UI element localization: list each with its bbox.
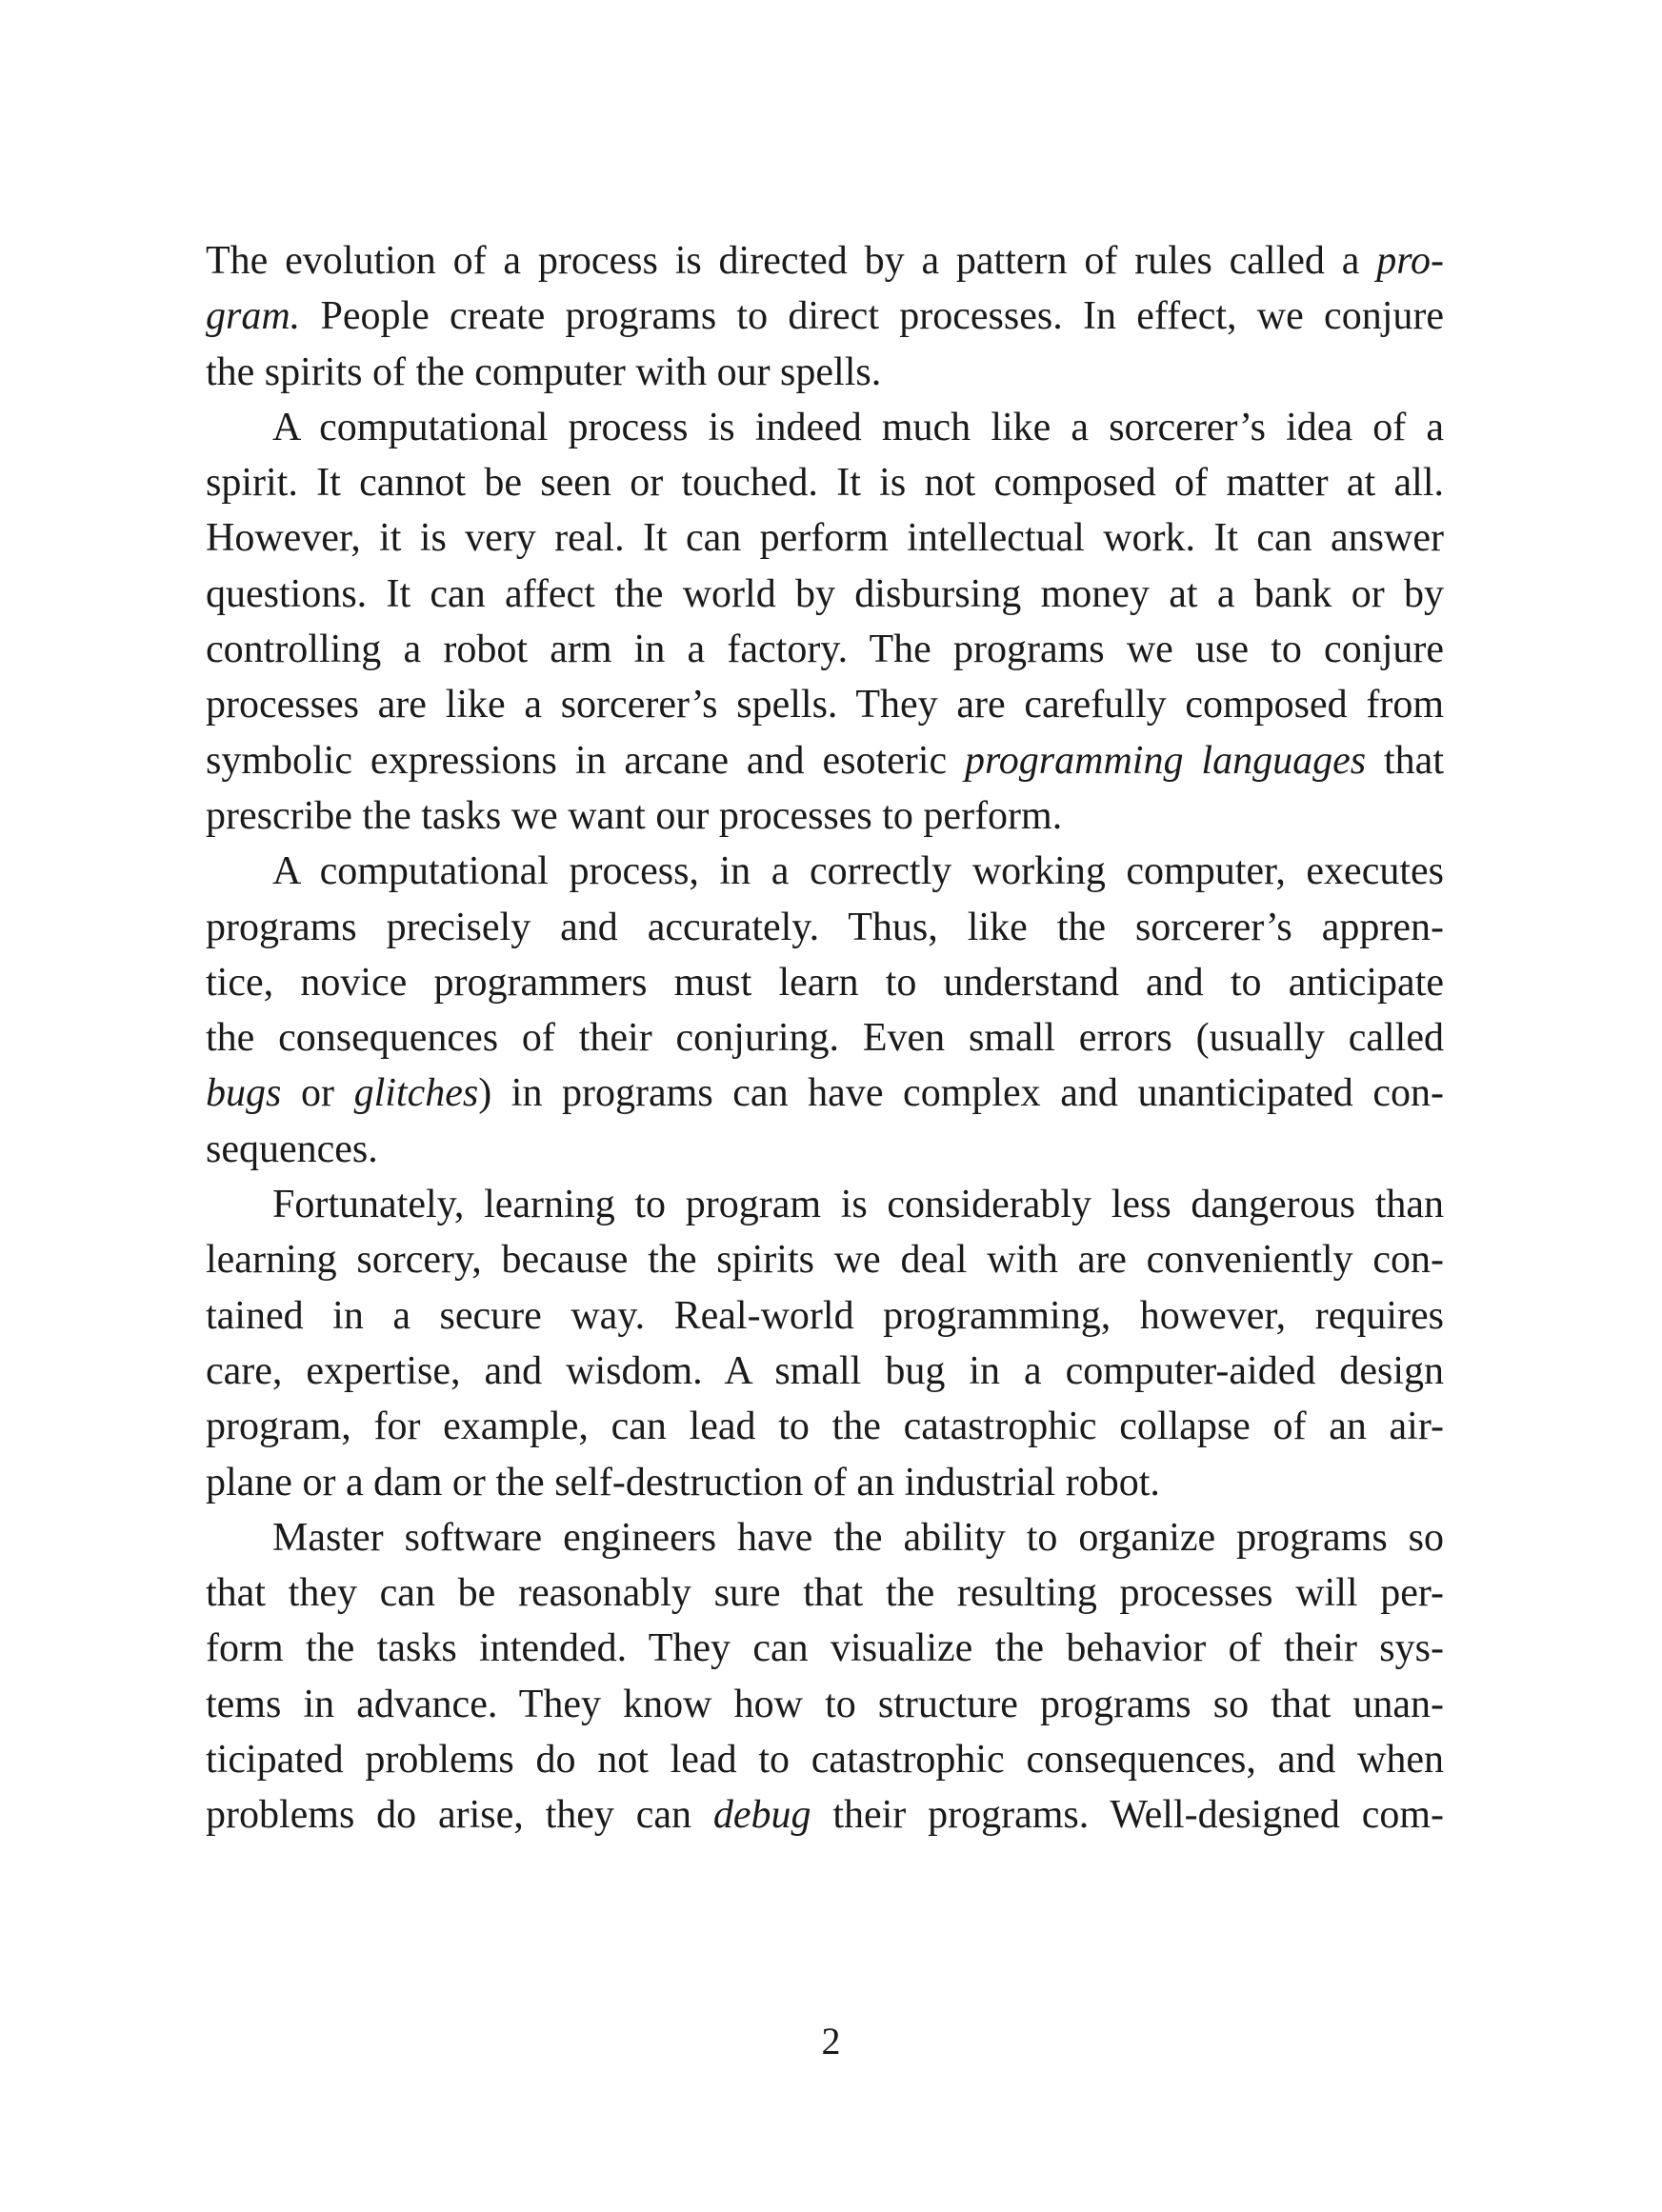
text-segment: Fortunately, learning to program is considerably less dangerous than: [272, 1183, 1444, 1227]
text-segment: People create programs to direct processes. In effect, we conjure: [300, 294, 1444, 339]
body-text: [206, 233, 1444, 1843]
text-line: [206, 1122, 1444, 1177]
text-line: [206, 844, 1444, 899]
text-segment: tained in a secure way. Real-world programming, however, requires: [206, 1293, 1444, 1338]
text-line: [206, 1565, 1444, 1621]
text-segment: learning sorcery, because the spirits we deal with are conveniently con-: [206, 1238, 1444, 1283]
text-segment: controlling a robot arm in a factory. The programs we use to conjure: [206, 628, 1444, 672]
text-line: [206, 1344, 1444, 1399]
text-segment: Master software engineers have the ability to organize programs so: [272, 1515, 1444, 1560]
text-segment: that they can be reasonably sure that the resulting processes will per-: [206, 1571, 1444, 1616]
text-segment: the spirits of the computer with our spells.: [206, 349, 882, 394]
text-segment: A computational process is indeed much like a sorcerer’s idea of a: [272, 405, 1444, 449]
text-segment: A computational process, in a correctly working computer, executes: [272, 849, 1444, 894]
text-segment: prescribe the tasks we want our processes to perform.: [206, 793, 1063, 838]
italic-term: gram.: [206, 294, 301, 339]
text-line: [206, 1232, 1444, 1287]
text-segment: that: [1366, 738, 1444, 783]
text-line: [206, 233, 1444, 289]
text-line: [206, 900, 1444, 955]
text-line: [206, 455, 1444, 510]
page-number: 2: [821, 2020, 841, 2063]
text-segment: The evolution of a process is directed by a pattern of rules called a: [206, 239, 1377, 283]
italic-term: glitches: [353, 1071, 479, 1116]
text-segment: tice, novice programmers must learn to understand and to anticipate: [206, 960, 1444, 1005]
text-segment: or: [281, 1071, 354, 1116]
italic-term: debug: [712, 1793, 811, 1838]
text-segment: care, expertise, and wisdom. A small bug in a computer-aided design: [206, 1348, 1444, 1393]
text-segment: program, for example, can lead to the catastrophic collapse of an air-: [206, 1405, 1444, 1449]
text-line: [206, 733, 1444, 788]
text-segment: plane or a dam or the self-destruction of an industrial robot.: [206, 1460, 1160, 1505]
text-segment: programs precisely and accurately. Thus, like the sorcerer’s appren-: [206, 905, 1444, 949]
text-line: [206, 1066, 1444, 1121]
text-segment: However, it is very real. It can perform intellectual work. It can answer: [206, 516, 1444, 561]
text-line: [206, 345, 1444, 400]
text-line: [206, 1010, 1444, 1066]
text-segment: ) in programs can have complex and unanticipated con-: [478, 1071, 1444, 1116]
text-line: [206, 1787, 1444, 1843]
text-line: [206, 567, 1444, 622]
text-segment: ticipated problems do not lead to catastrophic consequences, and when: [206, 1738, 1444, 1783]
text-segment: their programs. Well-designed com-: [811, 1793, 1444, 1838]
text-segment: tems in advance. They know how to structure programs so that unan-: [206, 1682, 1444, 1726]
text-line: [206, 1677, 1444, 1732]
text-segment: symbolic expressions in arcane and esoteric: [206, 738, 966, 783]
text-line: [206, 289, 1444, 344]
text-segment: the consequences of their conjuring. Even small errors (usually called: [206, 1016, 1444, 1061]
text-line: [206, 1510, 1444, 1565]
text-line: [206, 1399, 1444, 1454]
text-line: [206, 677, 1444, 732]
italic-term: pro-: [1376, 239, 1444, 283]
text-segment: form the tasks intended. They can visualize the behavior of their sys-: [206, 1626, 1444, 1671]
text-line: [206, 1288, 1444, 1344]
text-segment: problems do arise, they can: [206, 1793, 713, 1838]
text-line: [206, 400, 1444, 455]
text-line: [206, 1455, 1444, 1510]
text-line: [206, 622, 1444, 677]
italic-term: bugs: [206, 1071, 282, 1116]
text-line: [206, 1732, 1444, 1787]
text-line: [206, 1621, 1444, 1676]
text-line: [206, 955, 1444, 1010]
text-segment: processes are like a sorcerer’s spells. They are carefully composed from: [206, 683, 1444, 727]
text-segment: questions. It can affect the world by disbursing money at a bank or by: [206, 571, 1444, 616]
text-line: [206, 788, 1444, 844]
text-line: [206, 1177, 1444, 1232]
text-segment: spirit. It cannot be seen or touched. It is not composed of matter at all.: [206, 461, 1444, 506]
italic-term: programming languages: [965, 738, 1367, 783]
text-line: [206, 510, 1444, 566]
text-segment: sequences.: [206, 1126, 378, 1171]
